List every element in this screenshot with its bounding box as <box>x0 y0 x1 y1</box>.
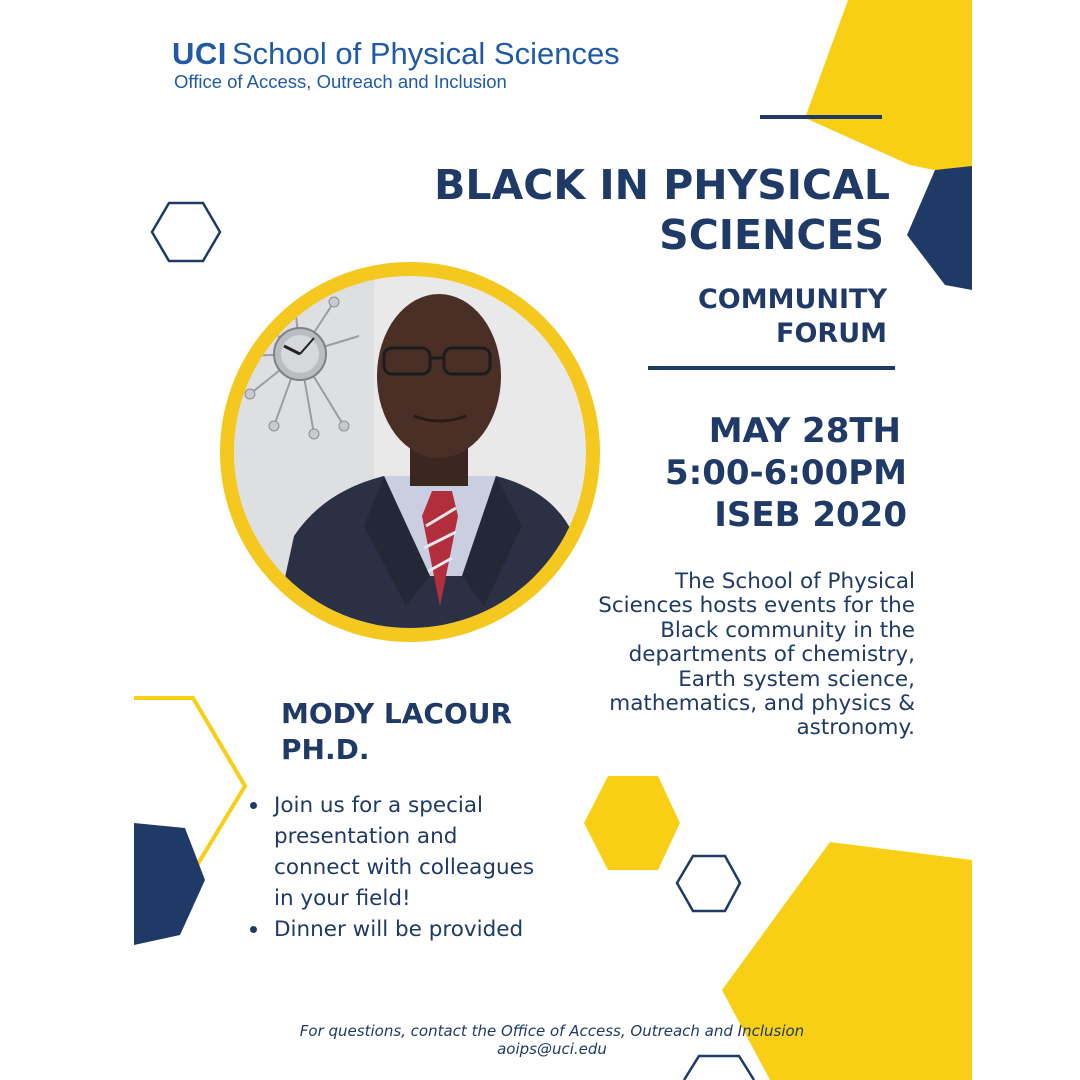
school-name: School of Physical Sciences <box>231 36 620 71</box>
footer <box>0 1022 1080 1058</box>
event-title-line1: BLACK IN PHYSICAL <box>434 161 890 209</box>
speaker-name: MODY LACOUR <box>281 697 513 730</box>
bullet-icon <box>250 802 257 809</box>
event-subtitle-line2: FORUM <box>776 318 887 349</box>
list-item-text: Dinner will be provided <box>274 917 524 942</box>
highlights-list <box>248 790 548 945</box>
list-item-text: Join us for a special presentation and connect with colleagues in your field! <box>274 793 535 911</box>
navy-hexagon-left <box>134 823 205 945</box>
event-subtitle <box>698 283 887 351</box>
speaker-name-block <box>281 696 512 768</box>
speaker-portrait <box>234 276 586 628</box>
yellow-hexagon-middle <box>584 776 680 870</box>
office-name: Office of Access, Outreach and Inclusion <box>174 71 507 92</box>
logo <box>172 36 620 72</box>
footer-email[interactable]: aoips@uci.edu <box>497 1040 607 1058</box>
hexagon-outline-icon <box>677 856 740 911</box>
event-time: 5:00-6:00PM <box>664 453 907 493</box>
footer-contact: For questions, contact the Office of Access, Outreach and Inclusion <box>299 1022 805 1040</box>
middle-rule <box>648 366 895 370</box>
list-item <box>248 790 548 914</box>
logo-mark: UCI <box>172 36 227 71</box>
hexagon-outline-bottom <box>684 1056 754 1080</box>
event-date: MAY 28TH <box>708 411 901 451</box>
speaker-photo <box>220 262 600 642</box>
hexagon-outline-icon <box>152 203 220 261</box>
event-location: ISEB 2020 <box>714 495 907 535</box>
list-item <box>248 914 548 945</box>
bullet-icon <box>250 926 257 933</box>
navy-hexagon-right <box>907 166 972 290</box>
event-title <box>434 160 890 260</box>
event-description: The School of Physical Sciences hosts events for the Black community in the departments of chemistry, Earth system science, mathematics, and physics & astronomy. <box>598 569 915 741</box>
speaker-credential: PH.D. <box>281 733 370 766</box>
event-details <box>665 410 907 536</box>
event-title-line2: SCIENCES <box>659 211 884 259</box>
top-rule <box>760 115 882 119</box>
yellow-hexagon-top-right <box>805 0 972 178</box>
event-subtitle-line1: COMMUNITY <box>697 284 887 315</box>
